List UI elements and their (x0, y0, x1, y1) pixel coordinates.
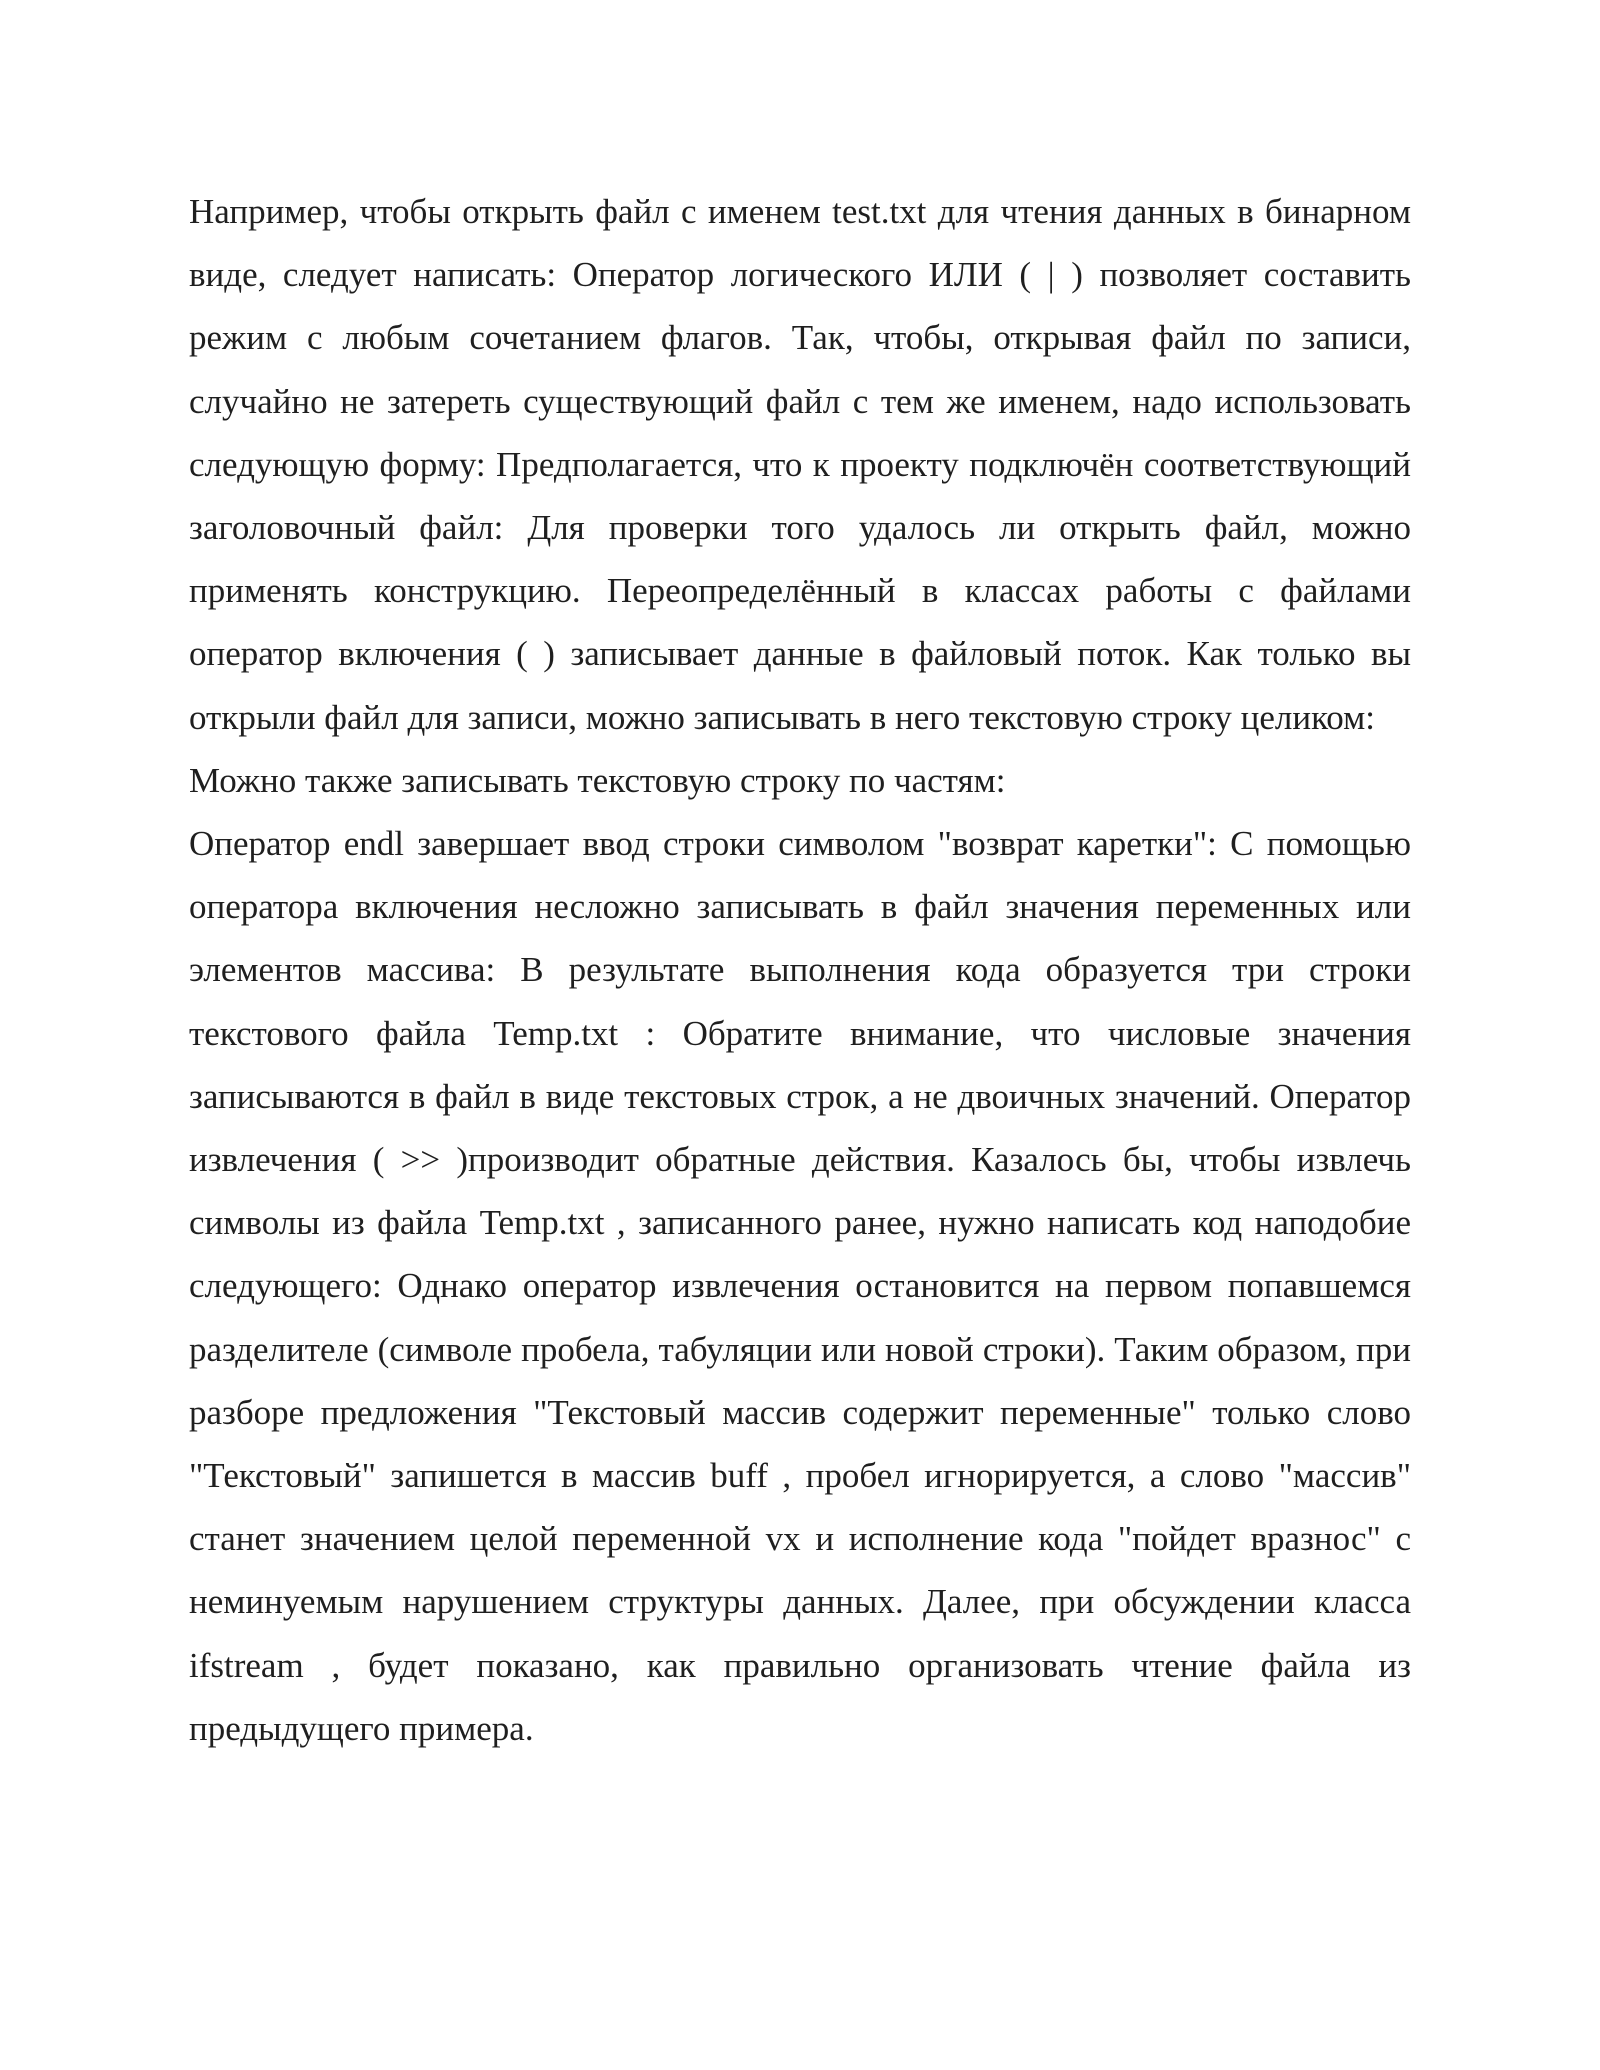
paragraph-file-writing: Например, чтобы открыть файл с именем test.txt для чтения данных в бинарном виде, следует написать: Оператор логического ИЛИ ( | ) позволяет составить режим с любым сочетанием флагов. Так, чтобы, открывая файл по записи, случайно не затереть существующий файл с тем же именем, надо использовать следующую форму: Предполагается, что к проекту подключён соответствующий заголовочный файл: Для проверки того удалось ли открыть файл, можно применять конструкцию. Переопределённый в классах работы с файлами оператор включения ( ) записывает данные в файловый поток. Как только вы открыли файл для записи, можно записывать в него текстовую строку целиком: (189, 192, 1411, 737)
body-text (189, 180, 1411, 1760)
paragraph-operators: Оператор endl завершает ввод строки символом "возврат каретки": С помощью оператора включения несложно записывать в файл значения переменных или элементов массива: В результате выполнения кода образуется три строки текстового файла Temp.txt : Обратите внимание, что числовые значения записываются в файл в виде текстовых строк, а не двоичных значений. Оператор извлечения ( >> )производит обратные действия. Казалось бы, чтобы извлечь символы из файла Temp.txt , записанного ранее, нужно написать код наподобие следующего: Однако оператор извлечения остановится на первом попавшемся разделителе (символе пробела, табуляции или новой строки). Таким образом, при разборе предложения "Текстовый массив содержит переменные" только слово "Текстовый" запишется в массив buff , пробел игнорируется, а слово "массив" станет значением целой переменной vx и исполнение кода "пойдет вразнос" с неминуемым нарушением структуры данных. Далее, при обсуждении класса ifstream , будет показано, как правильно организовать чтение файла из предыдущего примера. (189, 824, 1411, 1748)
paragraph-partial-write: Можно также записывать текстовую строку по частям: (189, 760, 1006, 800)
